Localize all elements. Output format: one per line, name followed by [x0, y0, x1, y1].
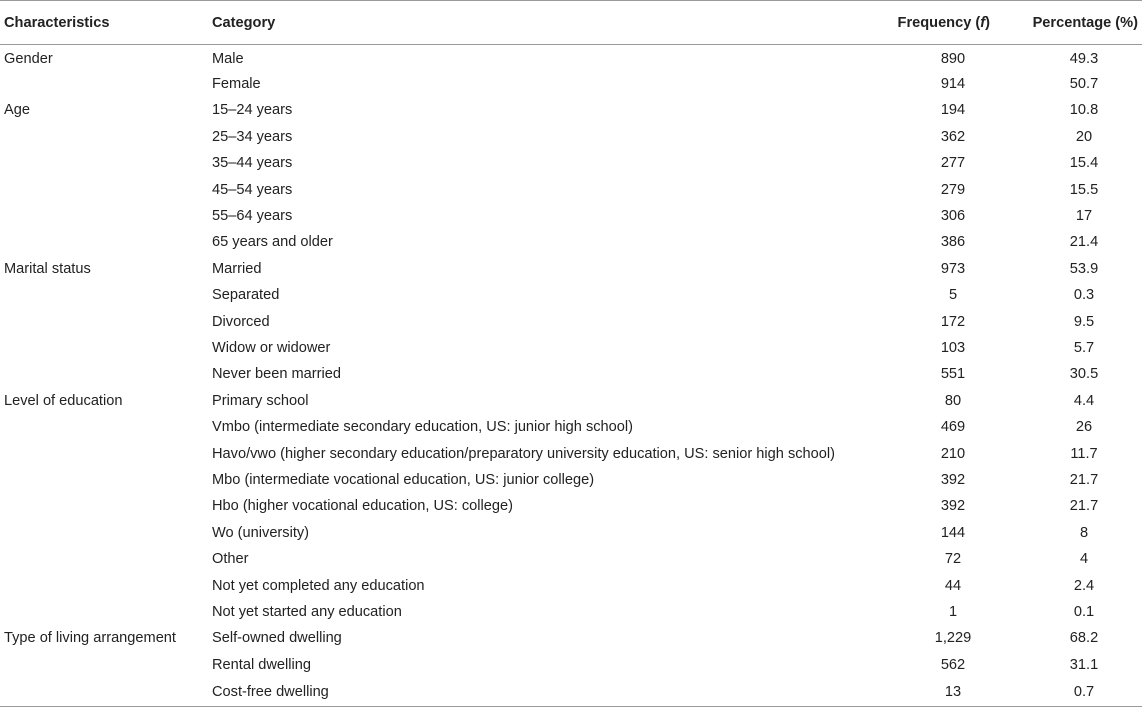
cell-percentage: 20	[1075, 128, 1093, 145]
cell-category: Vmbo (intermediate secondary education, US: junior high school)	[212, 419, 634, 436]
cell-category: Wo (university)	[212, 524, 310, 541]
table-row	[0, 388, 1142, 414]
cell-frequency: 1	[948, 603, 958, 620]
table-row	[0, 335, 1142, 361]
table-row	[0, 97, 1142, 123]
cell-percentage: 4.4	[1073, 392, 1095, 409]
cell-frequency: 144	[940, 524, 966, 541]
table-row	[0, 71, 1142, 97]
cell-category: 15–24 years	[212, 102, 293, 119]
cell-category: Rental dwelling	[212, 656, 311, 673]
cell-characteristic	[0, 361, 207, 387]
cell-percentage: 15.5	[1069, 181, 1099, 198]
table-row	[0, 256, 1142, 282]
table-header	[0, 1, 1142, 45]
cell-frequency: 562	[940, 656, 966, 673]
cell-percentage: 21.7	[1069, 498, 1099, 515]
cell-category: 25–34 years	[212, 128, 293, 145]
cell-category: 35–44 years	[212, 155, 293, 172]
table-row	[0, 599, 1142, 625]
table-row	[0, 440, 1142, 466]
cell-percentage: 26	[1075, 419, 1093, 436]
cell-category: Self-owned dwelling	[212, 630, 342, 647]
cell-characteristic	[0, 71, 207, 97]
cell-characteristic	[0, 203, 207, 229]
cell-category: Widow or widower	[212, 339, 331, 356]
cell-characteristic	[0, 493, 207, 519]
cell-frequency: 172	[940, 313, 966, 330]
cell-characteristic	[0, 229, 207, 255]
cell-characteristic: Type of living arrangement	[4, 630, 176, 647]
cell-category: Other	[212, 551, 249, 568]
header-frequency	[888, 1, 1004, 45]
header-frequency-prefix: Frequency (	[897, 14, 981, 31]
cell-percentage: 49.3	[1069, 51, 1099, 68]
cell-frequency: 80	[944, 392, 962, 409]
table-row	[0, 678, 1142, 707]
cell-frequency: 551	[940, 366, 966, 383]
cell-percentage: 8	[1079, 524, 1089, 541]
table-row	[0, 203, 1142, 229]
cell-frequency: 13	[888, 678, 1004, 707]
table-row	[0, 546, 1142, 572]
cell-percentage: 2.4	[1073, 577, 1095, 594]
cell-category: Primary school	[212, 392, 309, 409]
table-body	[0, 45, 1142, 707]
cell-category: 65 years and older	[212, 234, 333, 251]
cell-frequency: 44	[944, 577, 962, 594]
header-category: Category	[207, 1, 888, 45]
cell-frequency: 392	[940, 471, 966, 488]
cell-category: 55–64 years	[212, 208, 293, 225]
header-frequency-suffix: )	[985, 14, 990, 31]
cell-characteristic: Age	[4, 102, 30, 119]
cell-characteristic: Marital status	[4, 260, 91, 277]
cell-percentage: 0.3	[1073, 287, 1095, 304]
table-row	[0, 493, 1142, 519]
cell-percentage: 9.5	[1073, 313, 1095, 330]
cell-percentage: 5.7	[1073, 339, 1095, 356]
table-row	[0, 625, 1142, 651]
cell-frequency: 362	[940, 128, 966, 145]
cell-characteristic	[0, 467, 207, 493]
cell-characteristic	[0, 651, 207, 677]
cell-percentage: 0.1	[1073, 603, 1095, 620]
table-row	[0, 651, 1142, 677]
cell-frequency: 386	[940, 234, 966, 251]
cell-category: Cost-free dwelling	[207, 678, 888, 707]
cell-characteristic	[0, 150, 207, 176]
table-row	[0, 467, 1142, 493]
cell-frequency: 1,229	[934, 630, 972, 647]
cell-frequency: 306	[940, 208, 966, 225]
cell-category: Hbo (higher vocational education, US: college)	[212, 498, 513, 515]
cell-frequency: 277	[940, 155, 966, 172]
cell-frequency: 392	[940, 498, 966, 515]
table-row	[0, 572, 1142, 598]
cell-category: Not yet completed any education	[212, 577, 425, 594]
cell-characteristic	[0, 414, 207, 440]
cell-percentage: 30.5	[1069, 366, 1099, 383]
cell-frequency: 103	[940, 339, 966, 356]
cell-frequency: 210	[940, 445, 966, 462]
cell-category: Not yet started any education	[212, 603, 402, 620]
cell-characteristic	[0, 308, 207, 334]
cell-percentage: 31.1	[1069, 656, 1099, 673]
table-row	[0, 124, 1142, 150]
cell-percentage: 21.7	[1069, 471, 1099, 488]
cell-frequency: 72	[944, 551, 962, 568]
cell-characteristic	[0, 176, 207, 202]
table-row	[0, 176, 1142, 202]
cell-percentage: 15.4	[1069, 155, 1099, 172]
cell-category: Female	[212, 76, 261, 93]
cell-characteristic	[0, 124, 207, 150]
cell-category: Male	[212, 51, 244, 68]
cell-category: Mbo (intermediate vocational education, US: junior college)	[212, 471, 595, 488]
cell-frequency: 890	[940, 51, 966, 68]
table-row	[0, 282, 1142, 308]
cell-percentage: 21.4	[1069, 234, 1099, 251]
cell-characteristic	[0, 572, 207, 598]
table-row	[0, 150, 1142, 176]
cell-percentage: 53.9	[1069, 260, 1099, 277]
cell-category: Married	[212, 260, 262, 277]
cell-percentage: 17	[1075, 208, 1093, 225]
cell-characteristic	[0, 678, 207, 707]
cell-characteristic	[0, 520, 207, 546]
table-row	[0, 45, 1142, 71]
cell-percentage: 68.2	[1069, 630, 1099, 647]
header-frequency-variable: f	[980, 14, 986, 31]
header-characteristics: Characteristics	[0, 1, 207, 45]
cell-characteristic: Gender	[4, 51, 53, 68]
table-row	[0, 308, 1142, 334]
table-row	[0, 520, 1142, 546]
cell-characteristic	[0, 282, 207, 308]
cell-category: Divorced	[212, 313, 270, 330]
cell-characteristic	[0, 599, 207, 625]
cell-percentage: 11.7	[1070, 445, 1098, 462]
cell-frequency: 914	[940, 76, 966, 93]
cell-percentage: 0.7	[1004, 678, 1142, 707]
cell-characteristic	[0, 546, 207, 572]
cell-characteristic	[0, 440, 207, 466]
cell-characteristic: Level of education	[4, 392, 123, 409]
cell-frequency: 469	[940, 419, 966, 436]
cell-percentage: 4	[1079, 551, 1089, 568]
header-percentage: Percentage (%)	[1004, 1, 1142, 45]
cell-category: Havo/vwo (higher secondary education/preparatory university education, US: senior high school)	[212, 445, 835, 462]
cell-category: Never been married	[212, 366, 341, 383]
cell-percentage: 50.7	[1069, 76, 1099, 93]
cell-characteristic	[0, 335, 207, 361]
cell-category: 45–54 years	[212, 181, 293, 198]
cell-category: Separated	[212, 287, 280, 304]
table-row	[0, 361, 1142, 387]
cell-frequency: 279	[940, 181, 966, 198]
cell-frequency: 194	[940, 102, 966, 119]
cell-percentage: 10.8	[1069, 102, 1099, 119]
table-row	[0, 414, 1142, 440]
header-row	[0, 1, 1142, 45]
cell-frequency: 973	[940, 260, 966, 277]
cell-frequency: 5	[948, 287, 958, 304]
table-row	[0, 229, 1142, 255]
